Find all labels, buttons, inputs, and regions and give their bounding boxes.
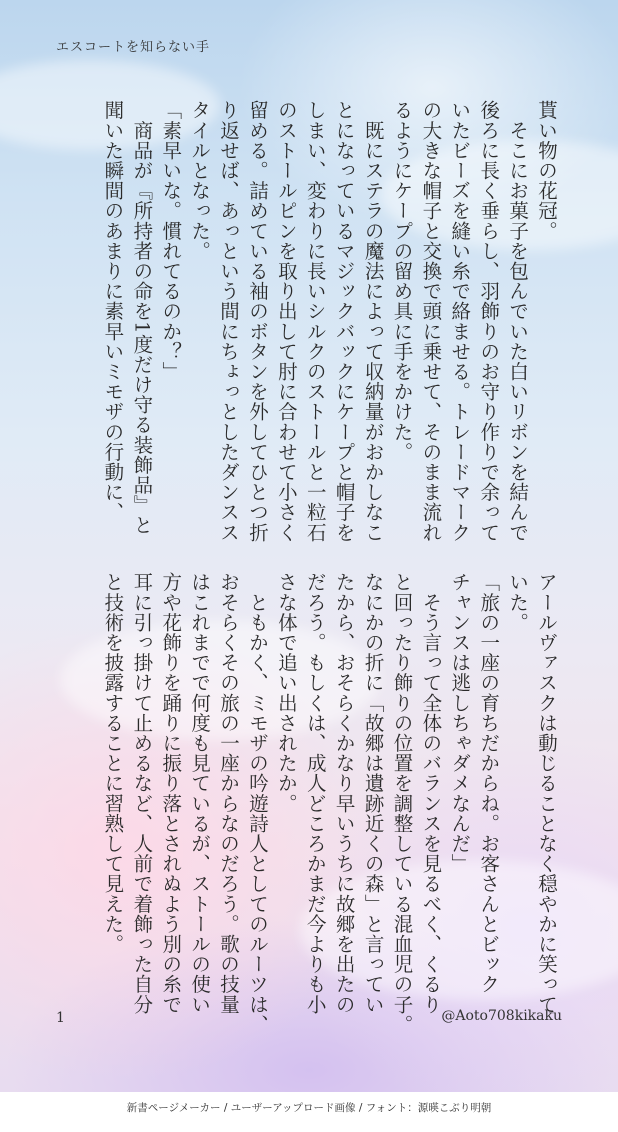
text-line: とになっているマジックバックにケープと帽子を: [332, 100, 356, 543]
page-number: 1: [56, 1010, 65, 1026]
text-line: 留める。詰めている袖のボタンを外してひとつ折: [245, 100, 269, 543]
text-line: そこにお菓子を包んでいた白いリボンを結んで: [506, 100, 530, 543]
text-line: り返せば、あっという間にちょっとしたダンスス: [217, 100, 241, 543]
text-line: おそらくその旅の一座からなのだろう。歌の技量: [217, 572, 241, 1015]
text-line: たから、おそらくかなり早いうちに故郷を出たの: [332, 572, 356, 1015]
running-title: エスコートを知らない手: [56, 40, 211, 55]
text-line: と回ったり飾りの位置を調整している混血児の子。: [390, 572, 414, 1035]
text-line: 耳に引っ掛けて止めるなど、人前で着飾った自分: [130, 572, 154, 1015]
text-line: しまい、変わりに長いシルクのストールと一粒石: [303, 100, 327, 543]
text-line: いたビーズを縫い糸で絡ませる。トレードマーク: [448, 100, 472, 543]
text-line: 貰い物の花冠。: [535, 100, 558, 241]
text-line: アールヴァスクは動じることなく穏やかに笑って: [535, 572, 558, 1015]
text-line: 「素早いな。慣れてるのか？」: [159, 100, 183, 382]
text-line: の大きな帽子と交換で頭に乗せて、そのまま流れ: [419, 100, 443, 543]
text-line: ともかく、ミモザの吟遊詩人としてのルーツは、: [245, 572, 269, 1035]
text-line: いた。: [506, 572, 530, 633]
text-line: 後ろに長く垂らし、羽飾りのお守り作りで余って: [477, 100, 501, 543]
text-line: のストールピンを取り出して肘に合わせて小さく: [274, 100, 298, 543]
text-line: タイルとなった。: [188, 100, 212, 261]
text-line: なにかの折に「故郷は遺跡近くの森」と言ってい: [361, 572, 385, 1015]
footer-credit: 新書ページメーカー / ユーザーアップロード画像 / フォント：源暎こぶり明朝: [126, 1102, 492, 1114]
text-block-top: [98, 100, 561, 543]
text-line: 方や花飾りを踊りに振り落とされぬよう別の糸で: [159, 572, 183, 1015]
text-line: 「旅の一座の育ちだからね。お客さんとビック: [477, 572, 501, 995]
text-line: 既にステラの魔法によって収納量がおかしなこ: [361, 100, 385, 543]
text-line: と技術を披露することに習熟して見えた。: [101, 572, 125, 954]
text-line: チャンスは逃しちゃダメなんだ」: [448, 572, 472, 874]
text-line: だろう。もしくは、成人どころかまだ今よりも小: [303, 572, 327, 1015]
text-line: はこれまでで何度も見ているが、ストールの使い: [188, 572, 212, 1015]
text-line: るようにケープの留め具に手をかけた。: [390, 100, 414, 462]
text-line: 聞いた瞬間のあまりに素早いミモザの行動に、: [101, 100, 125, 523]
text-line: 商品が『所持者の命を1度だけ守る装飾品』と: [130, 100, 154, 536]
text-line: さな体で追い出されたか。: [274, 572, 298, 814]
text-line: そう言って全体のバランスを見るべく、くるり: [419, 572, 443, 1015]
author-handle: @Aoto708kikaku: [441, 1008, 562, 1024]
